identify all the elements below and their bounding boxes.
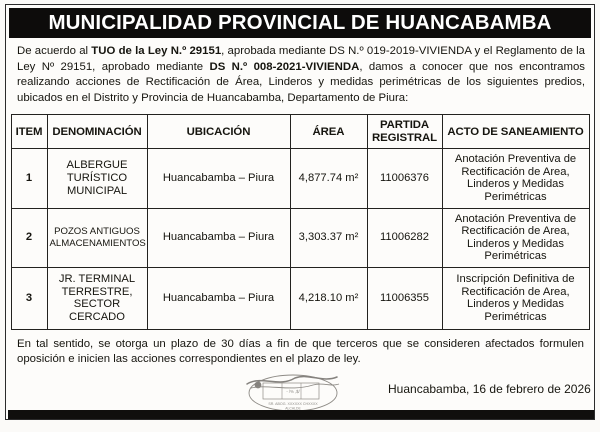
intro-segment-3: , aprobada mediante DS N.º 019-2019-VIVIENDA y el Reglamento de la Ley Nº 29151, aprobado mediante	[17, 45, 586, 73]
column-header-ubicacion: UBICACIÓN	[147, 115, 290, 149]
cell-item: 2	[11, 208, 47, 267]
cell-item: 1	[11, 149, 47, 208]
column-header-partida: PARTIDA REGISTRAL	[367, 115, 442, 149]
cell-ubicacion: Huancabamba – Piura	[147, 149, 290, 208]
predios-table	[11, 114, 590, 330]
intro-law-reference: TUO de la Ley N.º 29151	[91, 45, 222, 57]
cell-area: 3,303.37 m²	[290, 208, 367, 267]
column-header-denominacion: DENOMINACIÓN	[47, 115, 147, 149]
column-header-item: ITEM	[11, 115, 47, 149]
cell-area: 4,218.10 m²	[290, 267, 367, 329]
cell-acto: Anotación Preventiva de Rectificación de Area, Linderos y Medidas Perimétricas	[442, 149, 589, 208]
column-header-acto: ACTO DE SANEAMIENTO	[442, 115, 589, 149]
cell-partida: 11006282	[367, 208, 442, 267]
intro-decree-reference: DS N.º 008-2021-VIVIENDA	[209, 60, 360, 73]
header-banner	[9, 8, 591, 38]
signature-stamp-icon	[239, 372, 347, 414]
cell-ubicacion: Huancabamba – Piura	[147, 208, 290, 267]
svg-text:SR. ABOG. XXXXXX CHXXXX: SR. ABOG. XXXXXX CHXXXX	[268, 401, 318, 406]
cell-acto: Anotación Preventiva de Rectificación de Area, Linderos y Medidas Perimétricas	[442, 208, 589, 267]
svg-text:- /% ,$/: - /% ,$/	[286, 388, 300, 394]
intro-segment-1: De acuerdo al	[17, 45, 92, 57]
table-header-row	[11, 115, 589, 149]
cell-denominacion: JR. TERMINAL TERRESTRE, SECTOR CERCADO	[47, 267, 147, 329]
cell-area: 4,877.74 m²	[290, 149, 367, 208]
intro-segment-5: , damos a conocer que nos encontramos realizando acciones de Rectificación de Área, Linderos y medidas perimétricas de los siguientes predios, ubicados en el Distrito y Provincia de Huancabamba, Departamento de Piura:	[17, 60, 585, 104]
closing-paragraph: En tal sentido, se otorga un plazo de 30 días a fin de que terceros que se consideren afectados formulen oposición e inicien las acciones correspondientes en el plazo de ley.	[17, 337, 584, 366]
table-row	[11, 208, 589, 267]
cell-partida: 11006376	[367, 149, 442, 208]
cell-acto: Inscripción Definitiva de Rectificación de Area, Linderos y Medidas Perimétricas	[442, 267, 589, 329]
table-row	[11, 267, 589, 329]
cell-denominacion: POZOS ANTIGUOS ALMACENAMIENTOS	[47, 208, 147, 267]
column-header-area: ÁREA	[290, 115, 367, 149]
svg-text:ALCALDE: ALCALDE	[285, 406, 301, 411]
page-title: MUNICIPALIDAD PROVINCIAL DE HUANCABAMBA	[48, 11, 552, 34]
cell-item: 3	[11, 267, 47, 329]
intro-paragraph	[17, 44, 585, 106]
cell-ubicacion: Huancabamba – Piura	[147, 267, 290, 329]
table-row	[11, 149, 589, 208]
cell-denominacion: ALBERGUE TURÍSTICO MUNICIPAL	[47, 149, 147, 208]
cell-partida: 11006355	[367, 267, 442, 329]
place-and-date: Huancabamba, 16 de febrero de 2026	[388, 381, 591, 396]
bottom-rule	[8, 410, 594, 419]
notice-frame	[5, 4, 595, 420]
